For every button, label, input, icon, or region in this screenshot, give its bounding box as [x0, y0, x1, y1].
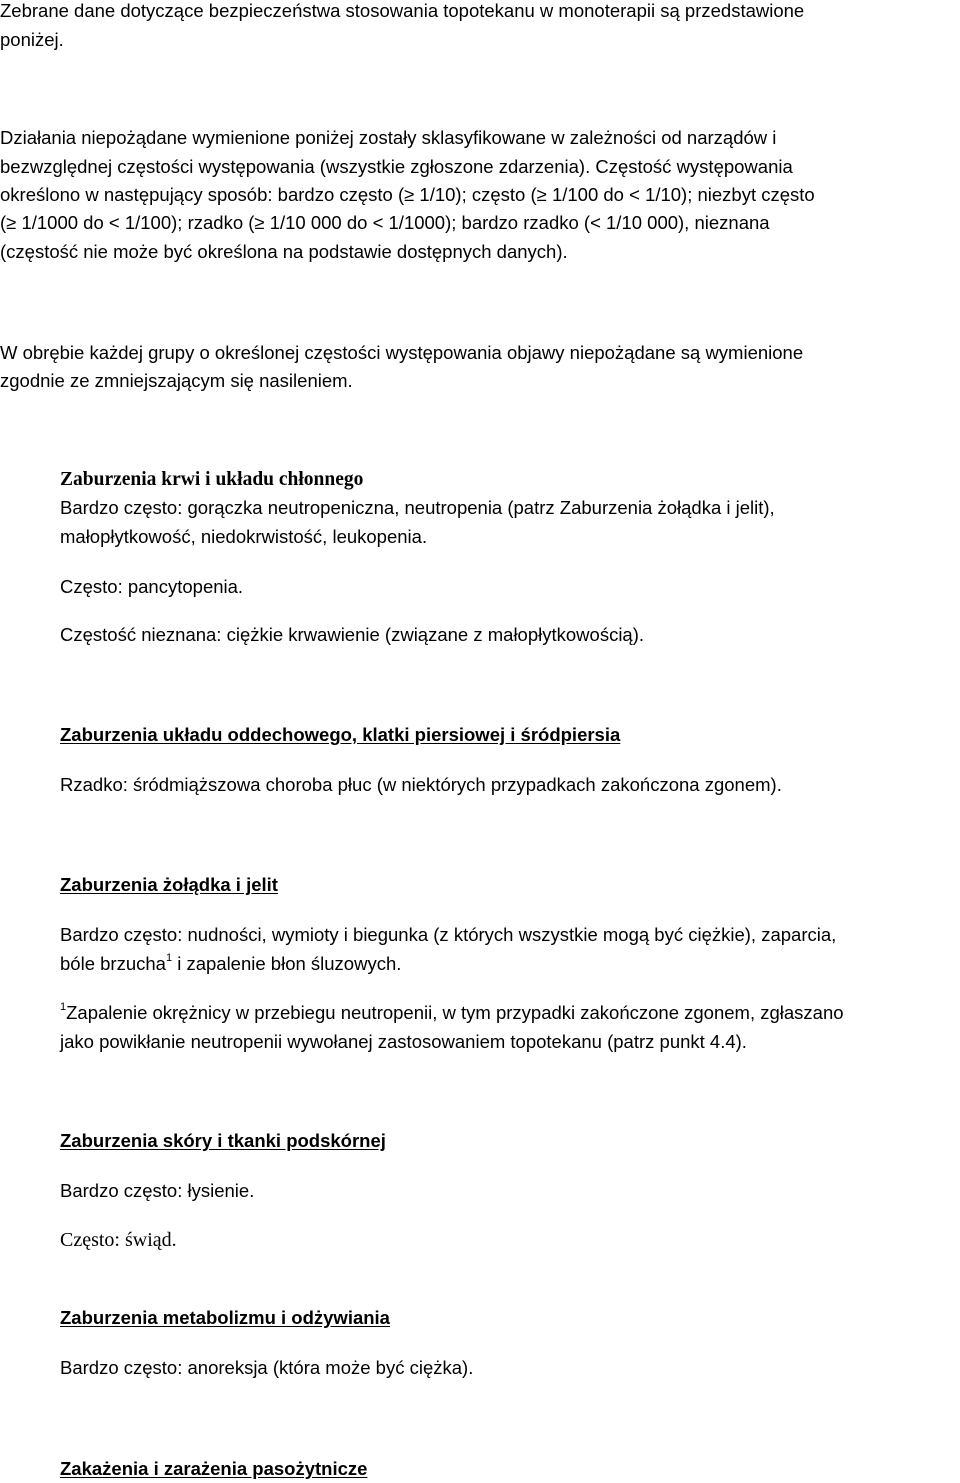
section-heading-skin: Zaburzenia skóry i tkanki podskórnej	[60, 1130, 386, 1151]
blood-very-common-line: małopłytkowość, niedokrwistość, leukopenia.	[60, 526, 428, 547]
blood-very-common-line: Bardzo często: gorączka neutropeniczna, neutropenia (patrz Zaburzenia żołądka i jelit),	[60, 497, 775, 518]
section-heading-infections: Zakażenia i zarażenia pasożytnicze	[60, 1458, 368, 1479]
section-heading-metabolism: Zaburzenia metabolizmu i odżywiania	[60, 1307, 390, 1328]
frequency-paragraph-line: (≥ 1/1000 do < 1/100); rzadko (≥ 1/10 000 do < 1/1000); bardzo rzadko (< 1/10 000), nieznana	[0, 212, 770, 233]
metabolism-very-common: Bardzo często: anoreksja (która może być ciężka).	[60, 1357, 474, 1378]
respiratory-rare: Rzadko: śródmiąższowa choroba płuc (w niektórych przypadkach zakończona zgonem).	[60, 774, 782, 795]
section-heading-gastro: Zaburzenia żołądka i jelit	[60, 874, 278, 895]
frequency-paragraph-line: bezwzględnej częstości występowania (wszystkie zgłoszone zdarzenia). Częstość występowania	[0, 156, 793, 177]
severity-paragraph-line: W obrębie każdej grupy o określonej częstości występowania objawy niepożądane są wymienione	[0, 342, 804, 363]
section-heading-blood: Zaburzenia krwi i układu chłonnego	[60, 469, 364, 490]
intro-line: Zebrane dane dotyczące bezpieczeństwa stosowania topotekanu w monoterapii są przedstawione	[0, 0, 805, 21]
blood-common: Często: pancytopenia.	[60, 576, 244, 597]
footnote-text: Zapalenie okrężnicy w przebiegu neutropenii, w tym przypadki zakończone zgonem, zgłaszano	[66, 1002, 844, 1023]
footnote-marker: 1	[60, 1000, 67, 1013]
frequency-paragraph-line: (częstość nie może być określona na podstawie dostępnych danych).	[0, 241, 568, 262]
blood-unknown: Częstość nieznana: ciężkie krwawienie (związane z małopłytkowością).	[60, 624, 645, 645]
skin-very-common: Bardzo często: łysienie.	[60, 1180, 255, 1201]
frequency-paragraph-line: Działania niepożądane wymienione poniżej zostały sklasyfikowane w zależności od narządów i	[0, 127, 777, 148]
footnote-reference: 1	[165, 951, 173, 964]
frequency-paragraph-line: określono w następujący sposób: bardzo często (≥ 1/10); często (≥ 1/100 do < 1/10); niezbyt często	[0, 184, 815, 205]
gastro-text: bóle brzucha	[60, 953, 166, 974]
gastro-text: i zapalenie błon śluzowych.	[172, 953, 402, 974]
gastro-very-common-line	[60, 953, 401, 975]
skin-common: Często: świąd.	[60, 1229, 177, 1251]
section-heading-respiratory: Zaburzenia układu oddechowego, klatki piersiowej i śródpiersia	[60, 724, 621, 745]
intro-line: poniżej.	[0, 29, 64, 50]
gastro-very-common-line: Bardzo często: nudności, wymioty i biegunka (z których wszystkie mogą być ciężkie), zaparcia,	[60, 924, 837, 945]
gastro-footnote-line: jako powikłanie neutropenii wywołanej zastosowaniem topotekanu (patrz punkt 4.4).	[60, 1031, 747, 1052]
severity-paragraph-line: zgodnie ze zmniejszającym się nasileniem.	[0, 370, 353, 391]
gastro-footnote-line	[60, 1002, 844, 1024]
